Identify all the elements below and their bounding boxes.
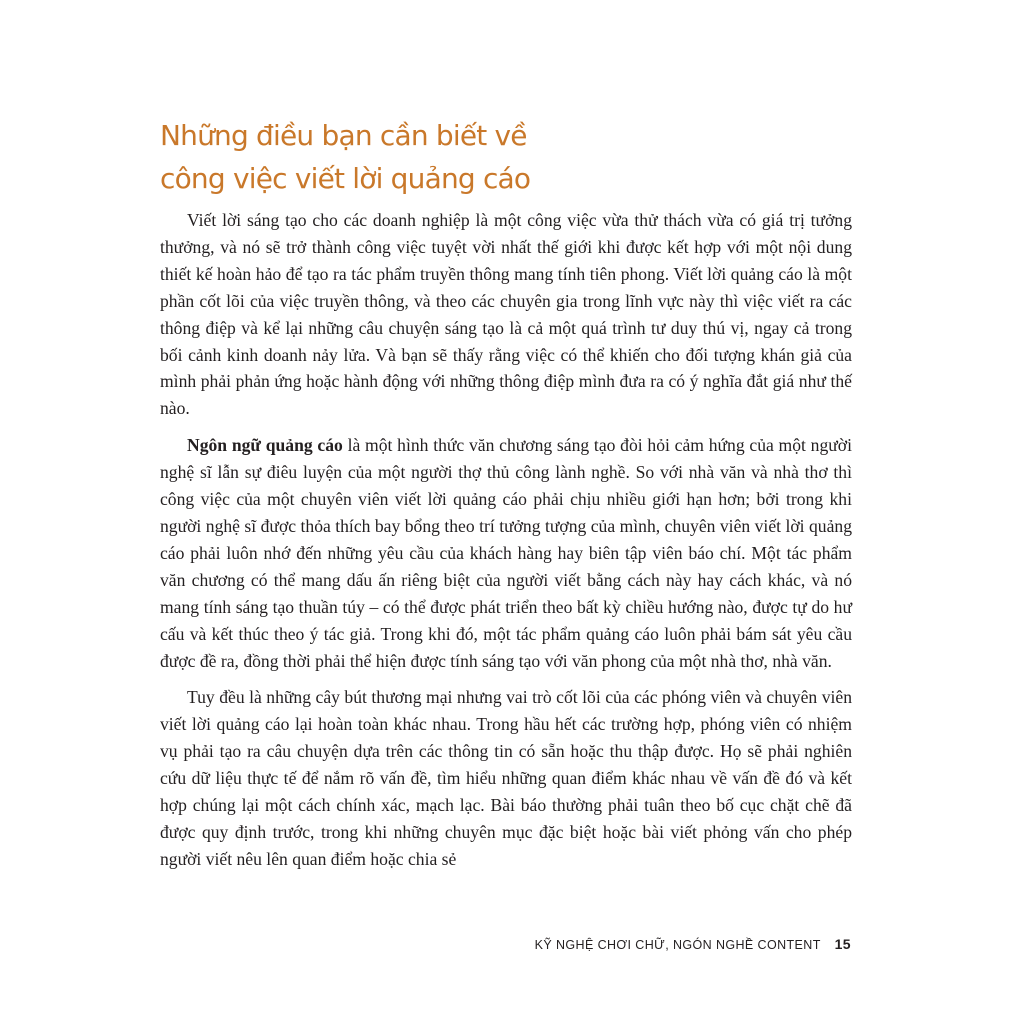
body-text — [160, 207, 852, 883]
paragraph-1-text: Viết lời sáng tạo cho các doanh nghiệp là một công việc vừa thử thách vừa có giá trị tưởng thưởng, và nó sẽ trở thành công việc tuyệt vời nhất thế giới khi được kết hợp với một nội dung thiết kế hoàn hảo để tạo ra tác phẩm truyền thông mang tính tiên phong. Viết lời quảng cáo là một phần cốt lõi của việc truyền thông, và theo các chuyên gia trong lĩnh vực này thì việc viết ra các thông điệp và kể lại những câu chuyện sáng tạo là cả một quá trình tư duy thú vị, ngay cả trong bối cảnh kinh doanh nảy lửa. Và bạn sẽ thấy rằng việc có thể khiến cho đối tượng khán giả của mình phải phản ứng hoặc hành động với những thông điệp mình đưa ra có ý nghĩa đắt giá như thế nào. — [160, 210, 852, 419]
chapter-title-line-1: Những điều bạn cần biết về — [160, 119, 527, 152]
paragraph-2 — [160, 432, 852, 674]
paragraph-3 — [160, 684, 852, 872]
paragraph-3-text: Tuy đều là những cây bút thương mại nhưng vai trò cốt lõi của các phóng viên và chuyên viên viết lời quảng cáo lại hoàn toàn khác nhau. Trong hầu hết các trường hợp, phóng viên có nhiệm vụ phải tạo ra câu chuyện dựa trên các thông tin có sẵn hoặc thu thập được. Họ sẽ phải nghiên cứu dữ liệu thực tế để nắm rõ vấn đề, tìm hiểu những quan điểm khác nhau về vấn đề đó và kết hợp chúng lại một cách chính xác, mạch lạc. Bài báo thường phải tuân theo bố cục chặt chẽ đã được quy định trước, trong khi những chuyên mục đặc biệt hoặc bài viết phỏng vấn cho phép người viết nêu lên quan điểm hoặc chia sẻ — [160, 687, 852, 869]
chapter-title — [160, 114, 860, 200]
chapter-title-line-2: công việc viết lời quảng cáo — [160, 162, 531, 195]
page-number: 15 — [834, 936, 851, 952]
paragraph-1 — [160, 207, 852, 422]
running-title: KỸ NGHỆ CHƠI CHỮ, NGÓN NGHỀ CONTENT — [534, 938, 821, 952]
paragraph-2-bold-term: Ngôn ngữ quảng cáo — [187, 435, 343, 456]
paragraph-2-text: là một hình thức văn chương sáng tạo đòi hỏi cảm hứng của một người nghệ sĩ lẫn sự điêu luyện của một người thợ thủ công lành nghề. So với nhà văn và nhà thơ thì công việc của một chuyên viên viết lời quảng cáo phải chịu nhiều giới hạn hơn; bởi trong khi người nghệ sĩ được thỏa thích bay bổng theo trí tưởng tượng của mình, chuyên viên viết lời quảng cáo phải luôn nhớ đến những yêu cầu của khách hàng hay biên tập viên báo chí. Một tác phẩm văn chương có thể mang dấu ấn riêng biệt của người viết bằng cách này hay cách khác, và nó mang tính sáng tạo thuần túy – có thể được phát triển theo bất kỳ chiều hướng nào, được tự do hư cấu và kết thúc theo ý tác giả. Trong khi đó, một tác phẩm quảng cáo luôn phải bám sát yêu cầu được đề ra, đồng thời phải thể hiện được tính sáng tạo với văn phong của một nhà thơ, nhà văn. — [160, 435, 852, 671]
page-footer — [535, 936, 851, 952]
